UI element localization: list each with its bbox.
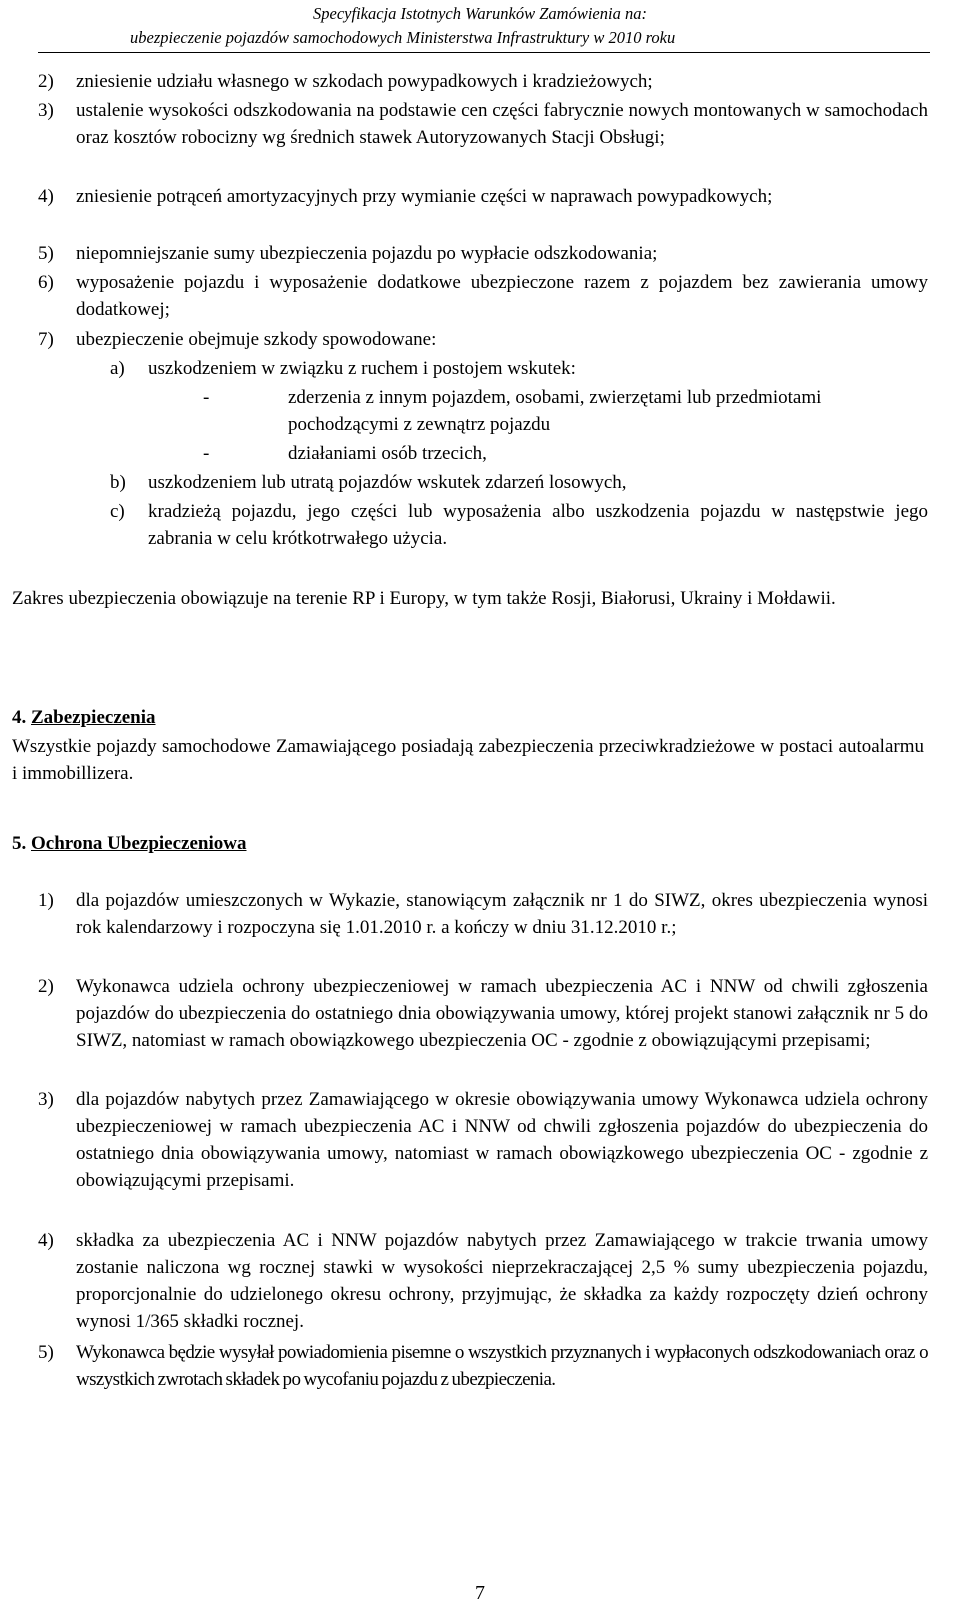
section-5-heading xyxy=(12,830,247,857)
list-item-text: niepomniejszanie sumy ubezpieczenia pojazdu po wypłacie odszkodowania; xyxy=(76,243,658,264)
section-4-heading xyxy=(12,704,156,731)
section-4-text: Wszystkie pojazdy samochodowe Zamawiającego posiadają zabezpieczenia przeciwkradzieżowe w postaci autoalarmu i immobillizera. xyxy=(12,736,924,784)
coverage-list: 2) zniesienie udziału własnego w szkodach powypadkowych i kradzieżowych; 3) ustalenie wysokości odszkodowania na podstawie cen części fabrycznie nowych montowanych w samochodach oraz kosztów robocizny wg średnich stawek Autoryzowanych Stacji Obsługi; 4) zniesienie potrąceń amortyzacyjnych przy wymianie części w naprawach powypadkowych; 5) niepomniejszanie sumy ubezpieczenia pojazdu po wypłacie odszkodowania; 6) wyposażenie pojazdu i wyposażenie dodatkowe ubezpieczone razem z pojazdem bez zawierania umowy dodatkowej; 7) ubezpieczenie obejmuje szkody spowodowane: a) uszkodzeniem w związku z ruchem i postojem wskutek: - zderzenia z innym pojazdem, osobami, zwierzętami lub przedmiotami pochodzącymi z zewnątrz pojazdu - działaniami osób trzecich, b) uszkodzeniem lub utratą pojazdów wskutek zdarzeń losowych, c) kradzieżą pojazdu, jego części lub wyposażenia albo uszkodzenia pojazdu w następstwie jego zabrania w celu krótkotrwałego użycia. xyxy=(38,68,928,553)
section-5-title: Ochrona Ubezpieczeniowa xyxy=(31,833,247,854)
sub-item-text: uszkodzeniem lub utratą pojazdów wskutek zdarzeń losowych, xyxy=(148,472,627,493)
list-item-text: Wykonawca będzie wysyłał powiadomienia pisemne o wszystkich przyznanych i wypłaconych odszkodowaniach oraz o wszystkich zwrotach składek po wycofaniu pojazdu z ubezpieczenia. xyxy=(76,1342,928,1390)
page-header xyxy=(0,2,960,50)
section-4-number: 4. xyxy=(12,707,27,728)
list-item-text: Wykonawca udziela ochrony ubezpieczeniowej w ramach ubezpieczenia AC i NNW od chwili zgłoszenia pojazdów do ubezpieczenia do ostatniego dnia obowiązywania umowy, której projekt stanowi załącznik nr 5 do SIWZ, natomiast w ramach obowiązkowego ubezpieczenia OC - zgodnie z obowiązującymi przepisami; xyxy=(76,976,928,1051)
list-item-text: wyposażenie pojazdu i wyposażenie dodatkowe ubezpieczone razem z pojazdem bez zawierania umowy dodatkowej; xyxy=(76,272,928,320)
dash-item-text: zderzenia z innym pojazdem, osobami, zwierzętami lub przedmiotami pochodzącymi z zewnątrz pojazdu xyxy=(288,387,822,435)
sub-item-text: uszkodzeniem w związku z ruchem i postojem wskutek: xyxy=(148,358,576,379)
list-item-text: ustalenie wysokości odszkodowania na podstawie cen części fabrycznie nowych montowanych w samochodach oraz kosztów robocizny wg średnich stawek Autoryzowanych Stacji Obsługi; xyxy=(76,100,928,148)
list-item-text: zniesienie udziału własnego w szkodach powypadkowych i kradzieżowych; xyxy=(76,71,653,92)
list-item-text: dla pojazdów nabytych przez Zamawiającego w okresie obowiązywania umowy Wykonawca udziela ochrony ubezpieczeniowej w ramach ubezpieczenia AC i NNW od chwili zgłoszenia pojazdów do ubezpieczenia do ostatniego dnia obowiązywania umowy, natomiast w ramach obowiązkowego ubezpieczenia OC - zgodnie z obowiązującymi przepisami. xyxy=(76,1089,928,1191)
list-item-text: dla pojazdów umieszczonych w Wykazie, stanowiącym załącznik nr 1 do SIWZ, okres ubezpieczenia wynosi rok kalendarzowy i rozpoczyna się 1.01.2010 r. a kończy w dniu 31.12.2010 r.; xyxy=(76,890,928,938)
header-line-1: Specyfikacja Istotnych Warunków Zamówienia na: xyxy=(313,4,647,23)
scope-paragraph: Zakres ubezpieczenia obowiązuje na terenie RP i Europy, w tym także Rosji, Białorusi, Ukrainy i Mołdawii. xyxy=(12,588,836,609)
section-4-title: Zabezpieczenia xyxy=(31,707,156,728)
dash-item-text: działaniami osób trzecich, xyxy=(288,443,487,464)
page-number: 7 xyxy=(475,1582,485,1604)
list-item-text: składka za ubezpieczenia AC i NNW pojazdów nabytych przez Zamawiającego w trakcie trwania umowy zostanie naliczona wg rocznej stawki w wysokości nieprzekraczającej 2,5 % sumy ubezpieczenia pojazdu, proporcjonalnie do udzielonego okresu ochrony, przyjmując, że składka za każdy rozpoczęty dzień ochrony wynosi 1/365 składki rocznej. xyxy=(76,1230,928,1332)
list-item-text: ubezpieczenie obejmuje szkody spowodowane: xyxy=(76,329,437,350)
list-item-text: zniesienie potrąceń amortyzacyjnych przy wymianie części w naprawach powypadkowych; xyxy=(76,186,773,207)
section-5-list: 1) dla pojazdów umieszczonych w Wykazie, stanowiącym załącznik nr 1 do SIWZ, okres ubezpieczenia wynosi rok kalendarzowy i rozpoczyna się 1.01.2010 r. a kończy w dniu 31.12.2010 r.; 2) Wykonawca udziela ochrony ubezpieczeniowej w ramach ubezpieczenia AC i NNW od chwili zgłoszenia pojazdów do ubezpieczenia do ostatniego dnia obowiązywania umowy, której projekt stanowi załącznik nr 5 do SIWZ, natomiast w ramach obowiązkowego ubezpieczenia OC - zgodnie z obowiązującymi przepisami; 3) dla pojazdów nabytych przez Zamawiającego w okresie obowiązywania umowy Wykonawca udziela ochrony ubezpieczeniowej w ramach ubezpieczenia AC i NNW od chwili zgłoszenia pojazdów do ubezpieczenia do ostatniego dnia obowiązywania umowy, natomiast w ramach obowiązkowego ubezpieczenia OC - zgodnie z obowiązującymi przepisami. 4) składka za ubezpieczenia AC i NNW pojazdów nabytych przez Zamawiającego w trakcie trwania umowy zostanie naliczona wg rocznej stawki w wysokości nieprzekraczającej 2,5 % sumy ubezpieczenia pojazdu, proporcjonalnie do udzielonego okresu ochrony, przyjmując, że składka za każdy rozpoczęty dzień ochrony wynosi 1/365 składki rocznej. 5) Wykonawca będzie wysyłał powiadomienia pisemne o wszystkich przyznanych i wypłaconych odszkodowaniach oraz o wszystkich zwrotach składek po wycofaniu pojazdu z ubezpieczenia. xyxy=(38,887,928,1487)
sub-item-text: kradzieżą pojazdu, jego części lub wyposażenia albo uszkodzenia pojazdu w następstwie jego zabrania w celu krótkotrwałego użycia. xyxy=(148,501,928,549)
header-rule xyxy=(38,52,930,53)
section-5-number: 5. xyxy=(12,833,27,854)
header-line-2: ubezpieczenie pojazdów samochodowych Ministerstwa Infrastruktury w 2010 roku xyxy=(130,28,676,47)
